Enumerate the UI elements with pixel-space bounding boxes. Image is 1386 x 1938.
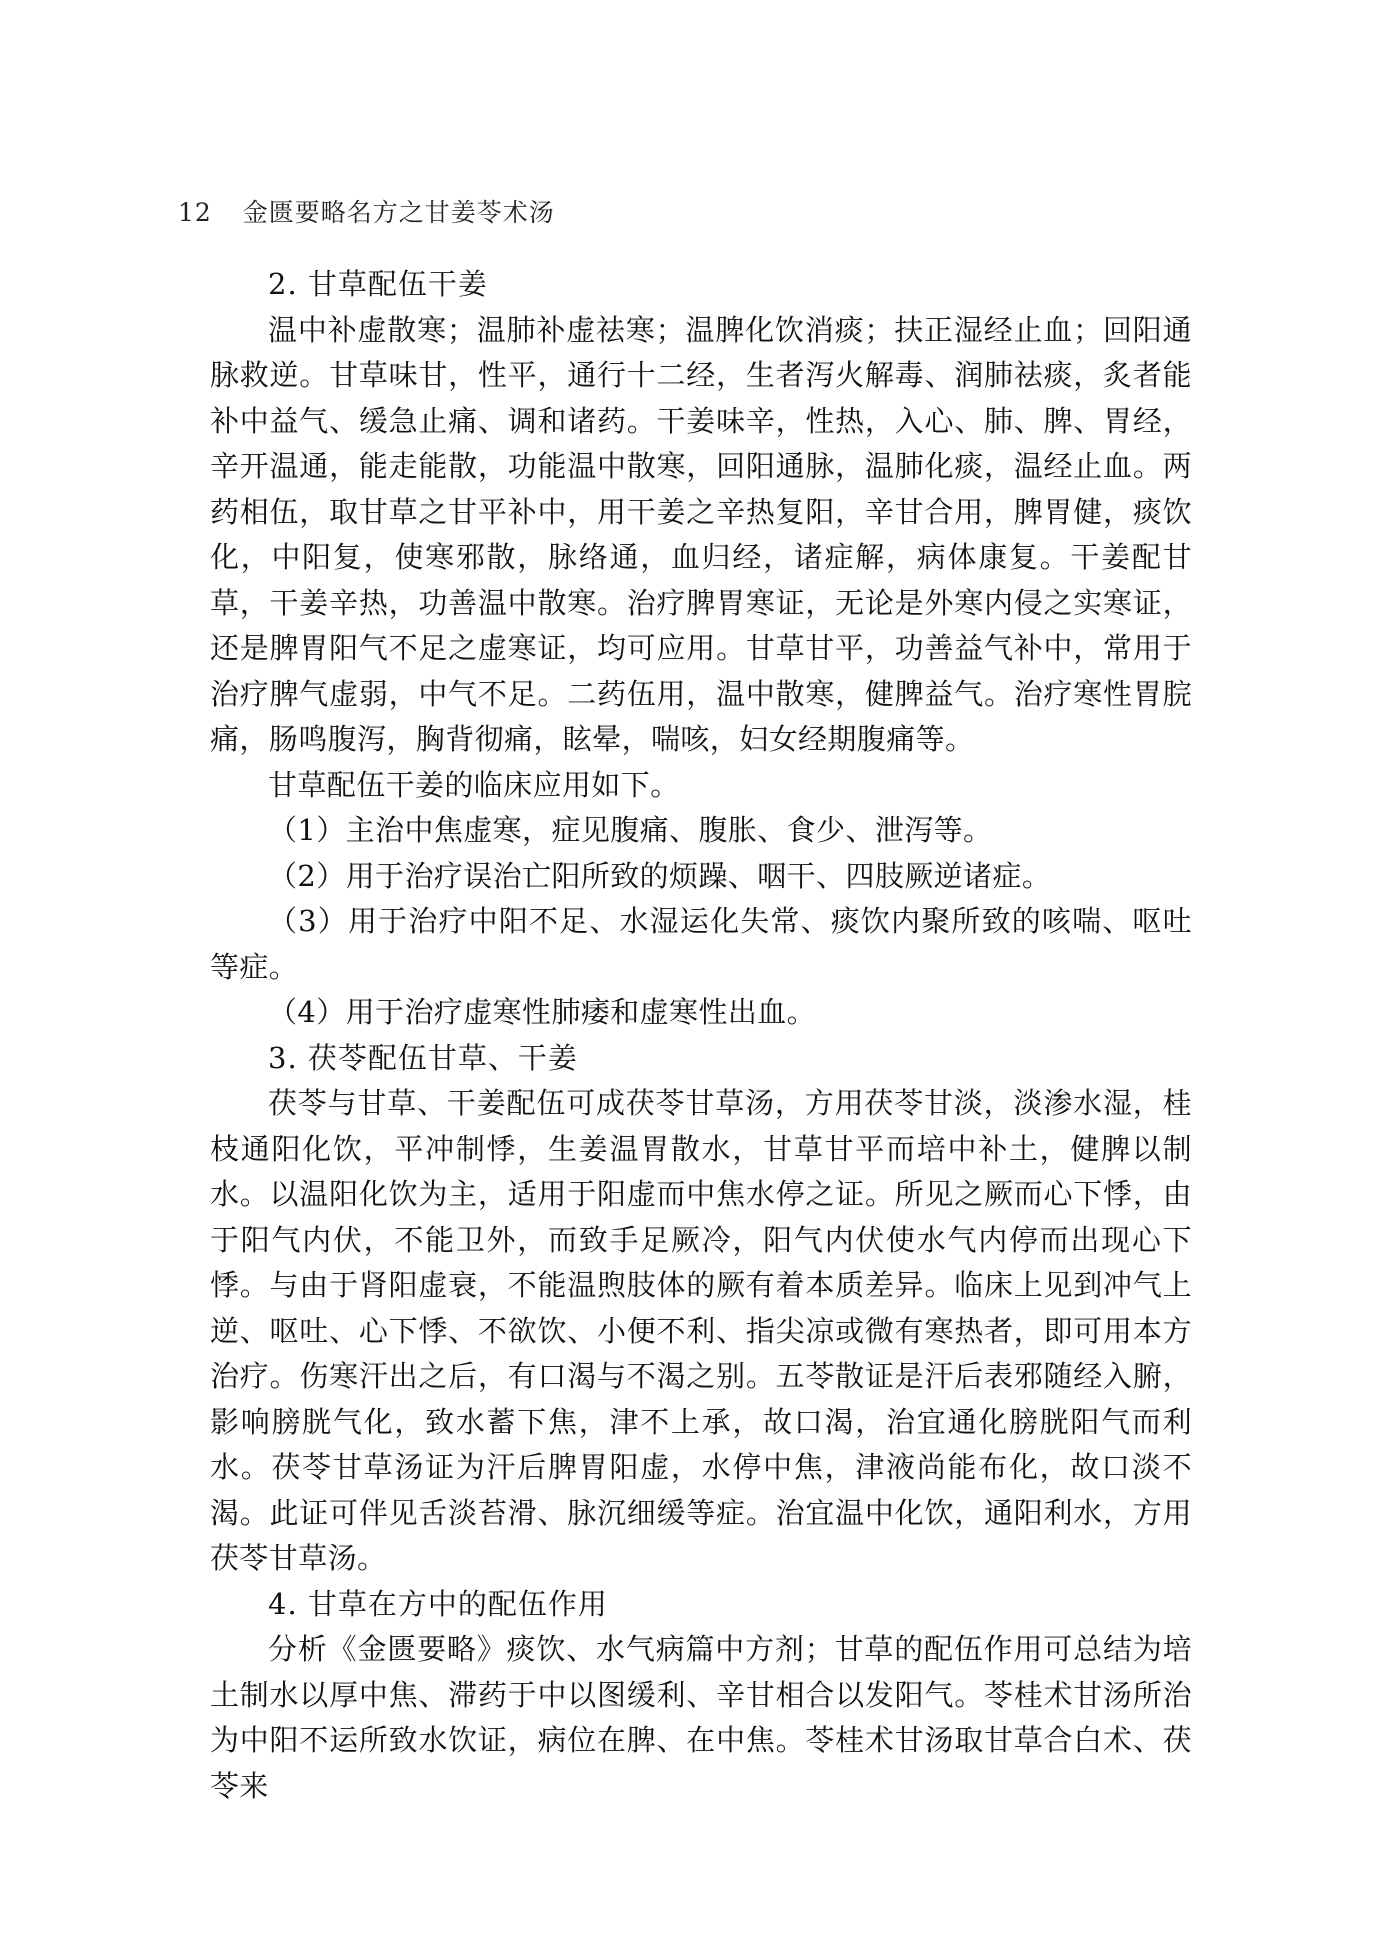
book-title: 金匮要略名方之甘姜苓术汤 — [242, 198, 555, 227]
list-item: （2）用于治疗误治亡阳所致的烦躁、咽干、四肢厥逆诸症。 — [268, 858, 1052, 893]
running-header — [178, 193, 555, 229]
paragraph: 茯苓与甘草、干姜配伍可成茯苓甘草汤，方用茯苓甘淡，淡渗水湿，桂枝通阳化饮，平冲制悸，生姜温胃散水，甘草甘平而培中补土，健脾以制水。以温阳化饮为主，适用于阳虚而中焦水停之证。所见之厥而心下悸，由于阳气内伏，不能卫外，而致手足厥冷，阳气内伏使水气内停而出现心下悸。与由于肾阳虚衰，不能温煦肢体的厥有着本质差异。临床上见到冲气上逆、呕吐、心下悸、不欲饮、小便不利、指尖凉或微有寒热者，即可用本方治疗。伤寒汗出之后，有口渴与不渴之别。五苓散证是汗后表邪随经入腑，影响膀胱气化，致水蓄下焦，津不上承，故口渴，治宜通化膀胱阳气而利水。茯苓甘草汤证为汗后脾胃阳虚，水停中焦，津液尚能布化，故口淡不渴。此证可伴见舌淡苔滑、脉沉细缓等症。治宜温中化饮，通阳利水，方用茯苓甘草汤。 — [210, 1086, 1192, 1575]
list-item: （4）用于治疗虚寒性肺痿和虚寒性出血。 — [268, 995, 817, 1029]
paragraph: 甘草配伍干姜的临床应用如下。 — [268, 767, 680, 802]
section-heading-3: 3. 茯苓配伍甘草、干姜 — [268, 1040, 578, 1075]
page-number: 12 — [178, 198, 212, 227]
paragraph: 分析《金匮要略》痰饮、水气病篇中方剂；甘草的配伍作用可总结为培土制水以厚中焦、滞药于中以图缓利、辛甘相合以发阳气。苓桂术甘汤所治为中阳不运所致水饮证，病位在脾、在中焦。苓桂术甘汤取甘草合白术、茯苓来 — [210, 1632, 1192, 1803]
paragraph: 温中补虚散寒；温肺补虚祛寒；温脾化饮消痰；扶正湿经止血；回阳通脉救逆。甘草味甘，性平，通行十二经，生者泻火解毒、润肺祛痰，炙者能补中益气、缓急止痛、调和诸药。干姜味辛，性热，入心、肺、脾、胃经，辛开温通，能走能散，功能温中散寒，回阳通脉，温肺化痰，温经止血。两药相伍，取甘草之甘平补中，用干姜之辛热复阳，辛甘合用，脾胃健，痰饮化，中阳复，使寒邪散，脉络通，血归经，诸症解，病体康复。干姜配甘草，干姜辛热，功善温中散寒。治疗脾胃寒证，无论是外寒内侵之实寒证，还是脾胃阳气不足之虚寒证，均可应用。甘草甘平，功善益气补中，常用于治疗脾气虚弱，中气不足。二药伍用，温中散寒，健脾益气。治疗寒性胃脘痛，肠鸣腹泻，胸背彻痛，眩晕，喘咳，妇女经期腹痛等。 — [210, 312, 1192, 756]
section-heading-2: 2. 甘草配伍干姜 — [268, 267, 488, 301]
list-item: （1）主治中焦虚寒，症见腹痛、腹胀、食少、泄泻等。 — [268, 813, 993, 847]
list-item: （3）用于治疗中阳不足、水湿运化失常、痰饮内聚所致的咳喘、呕吐等症。 — [210, 904, 1192, 984]
body-text — [210, 262, 1192, 1809]
section-heading-4: 4. 甘草在方中的配伍作用 — [268, 1586, 608, 1621]
